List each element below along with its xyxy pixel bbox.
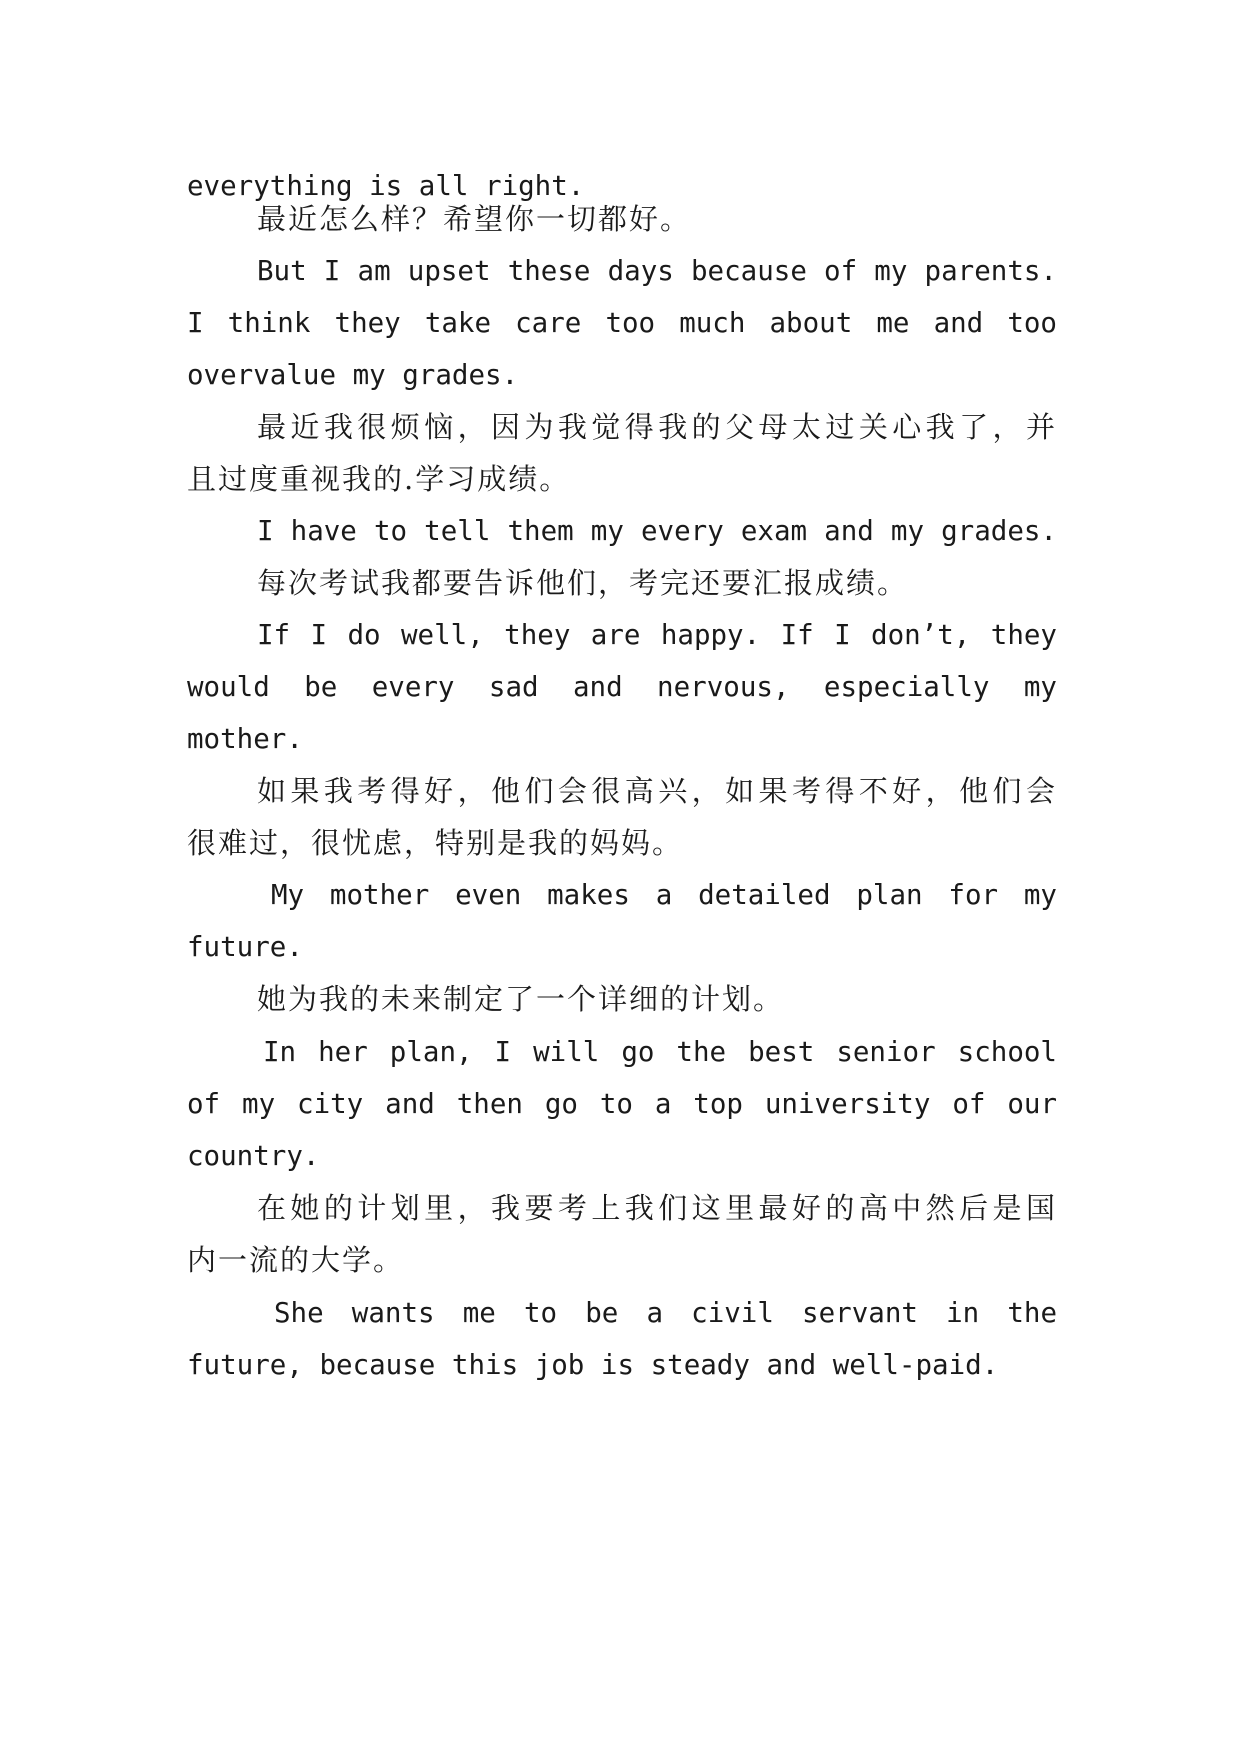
text-line-4: I think they take care too much about me and too — [187, 307, 1057, 339]
text-line-21: 在她的计划里，我要考上我们这里最好的高中然后是国 — [257, 1191, 1057, 1225]
text-line-1: everything is all right. — [187, 170, 585, 202]
text-line-6: 最近我很烦恼，因为我觉得我的父母太过关心我了，并 — [257, 410, 1057, 444]
text-line-9: 每次考试我都要告诉他们，考完还要汇报成绩。 — [257, 566, 909, 600]
text-line-10: If I do well, they are happy. If I don’t, they — [257, 619, 1057, 651]
text-line-23: She wants me to be a civil servant in the — [274, 1297, 1057, 1329]
text-line-11: would be every sad and nervous, especially my — [187, 671, 1057, 703]
text-line-15: My mother even makes a detailed plan for my — [271, 879, 1057, 911]
text-line-13: 如果我考得好，他们会很高兴，如果考得不好，他们会 — [257, 774, 1057, 808]
text-line-16: future. — [187, 931, 303, 963]
text-line-22: 内一流的大学。 — [187, 1243, 405, 1277]
text-line-24: future, because this job is steady and well-paid. — [187, 1349, 999, 1381]
text-line-8: I have to tell them my every exam and my grades. — [257, 515, 1057, 547]
text-line-12: mother. — [187, 723, 303, 755]
text-line-19: of my city and then go to a top university of our — [187, 1088, 1057, 1120]
text-line-5: overvalue my grades. — [187, 359, 519, 391]
text-line-20: country. — [187, 1140, 320, 1172]
text-line-2: 最近怎么样？希望你一切都好。 — [257, 202, 692, 236]
text-line-17: 她为我的未来制定了一个详细的计划。 — [257, 982, 785, 1016]
text-line-18: In her plan, I will go the best senior school — [263, 1036, 1057, 1068]
text-line-3: But I am upset these days because of my parents. — [257, 255, 1057, 287]
text-line-14: 很难过，很忧虑，特别是我的妈妈。 — [187, 826, 684, 860]
text-line-7: 且过度重视我的.学习成绩。 — [187, 462, 571, 496]
